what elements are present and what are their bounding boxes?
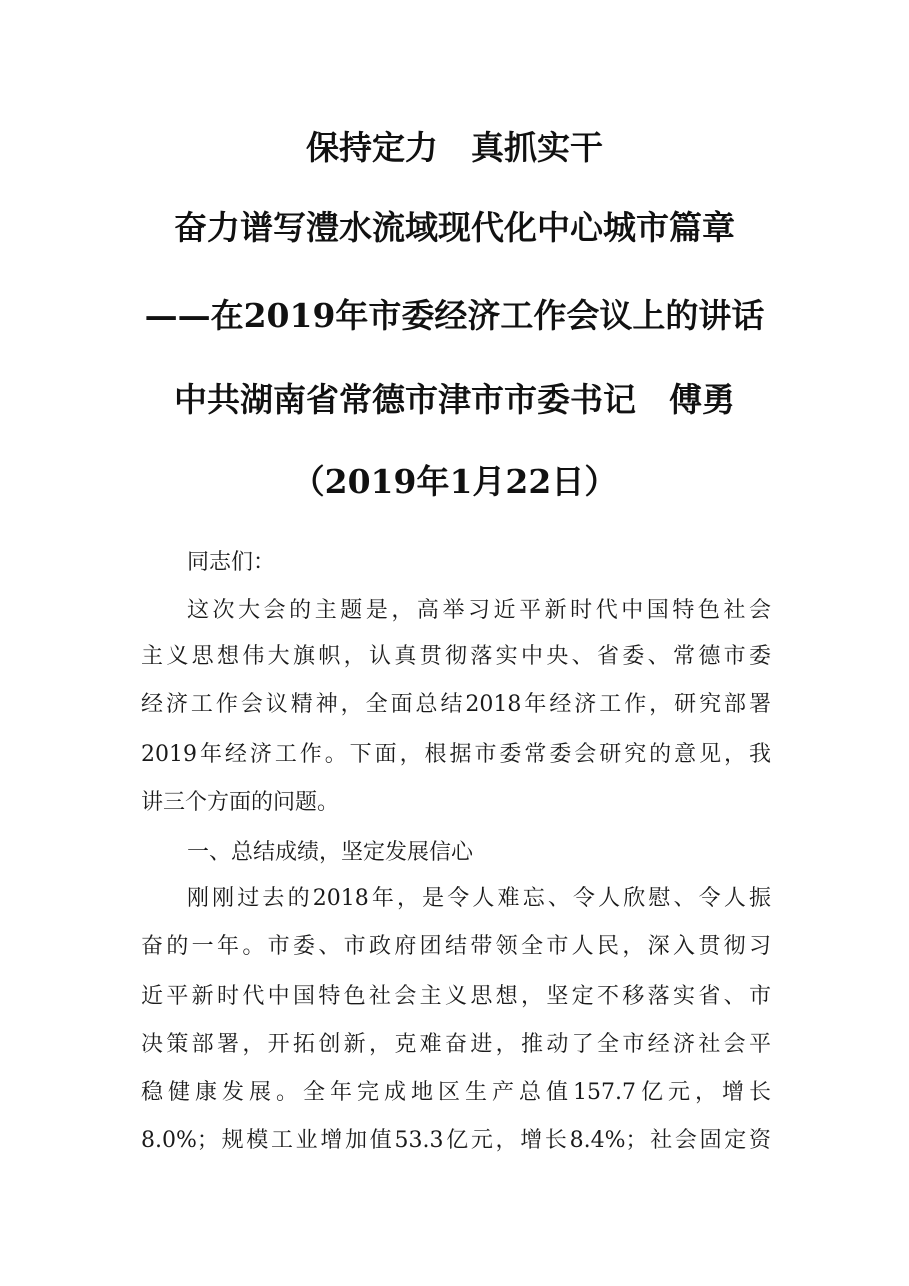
document-date: （2019年1月22日） <box>291 462 618 501</box>
document-subtitle: ——在2019年市委经济工作会议上的讲话 <box>144 296 765 335</box>
paragraph-2-line: 奋的一年。市委、市政府团结带领全市人民，深入贯彻习 <box>141 934 771 959</box>
paragraph-2-line: 稳健康发展。全年完成地区生产总值157.7亿元，增长 <box>141 1080 771 1105</box>
document-author: 中共湖南省常德市津市市委书记 傅勇 <box>174 380 735 419</box>
paragraph-1-line: 讲三个方面的问题。 <box>141 790 340 815</box>
paragraph-1-line: 2019年经济工作。下面，根据市委常委会研究的意见，我 <box>141 742 771 767</box>
document-title: 保持定力 真抓实干 <box>306 128 603 167</box>
paragraph-2-line: 决策部署，开拓创新，克难奋进，推动了全市经济社会平 <box>141 1032 771 1057</box>
paragraph-1-line: 这次大会的主题是，高举习近平新时代中国特色社会 <box>187 598 771 623</box>
document-title-line2: 奋力谱写澧水流域现代化中心城市篇章 <box>174 208 735 247</box>
paragraph-2-line: 近平新时代中国特色社会主义思想，坚定不移落实省、市 <box>141 984 771 1009</box>
document-body <box>141 0 771 1286</box>
section-heading: 一、总结成绩，坚定发展信心 <box>187 840 474 865</box>
paragraph-1-line: 主义思想伟大旗帜，认真贯彻落实中央、省委、常德市委 <box>141 644 771 669</box>
paragraph-1-line: 经济工作会议精神，全面总结2018年经济工作，研究部署 <box>141 692 771 717</box>
paragraph-2-line: 8.0%；规模工业增加值53.3亿元，增长8.4%；社会固定资 <box>141 1128 771 1153</box>
salutation: 同志们： <box>187 550 276 575</box>
paragraph-2-line: 刚刚过去的2018年，是令人难忘、令人欣慰、令人振 <box>187 886 771 911</box>
